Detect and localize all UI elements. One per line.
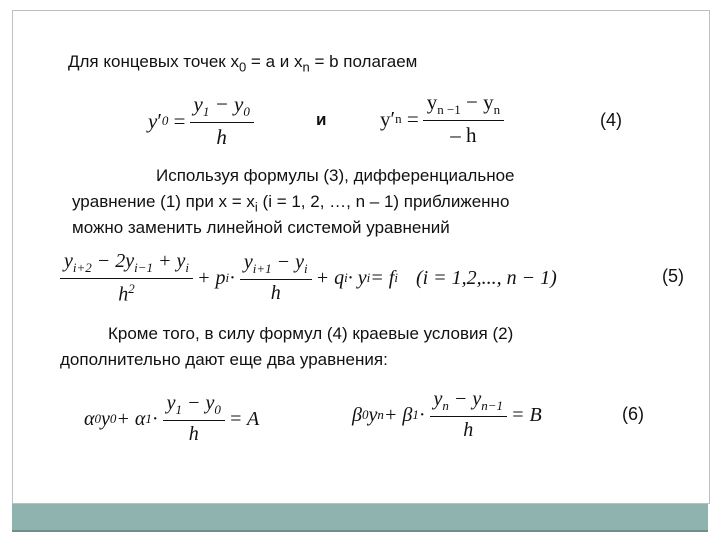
eq5-p: + p xyxy=(197,266,226,289)
para1-line2-post: (i = 1, 2, …, n – 1) приближенно xyxy=(257,192,510,211)
eq5-condition: (i = 1,2,..., n − 1) xyxy=(415,266,557,289)
eq5-b: − 2y xyxy=(91,250,135,272)
eq6-alpha-sub: 0 xyxy=(94,411,101,426)
num-a-sub: 1 xyxy=(202,104,210,120)
intro-subn: n xyxy=(302,59,310,75)
eq5-c-sub: i xyxy=(185,260,190,275)
equation-number-4: (4) xyxy=(600,110,622,130)
eq5-p-sub: i xyxy=(225,270,230,286)
equation-number-5: (5) xyxy=(662,266,684,286)
eq6-alpha: α xyxy=(84,407,95,430)
eq6-ma-sub: n xyxy=(442,398,449,413)
num-a: y xyxy=(193,92,203,116)
eq6-beta-sub: 0 xyxy=(361,407,369,422)
eq5-den1-sup: 2 xyxy=(128,281,135,296)
footer-bar xyxy=(12,504,708,532)
equals-sign: = xyxy=(168,108,186,133)
lhs-sub: 0 xyxy=(161,113,169,129)
lhs-y: y xyxy=(148,108,158,133)
eq6-plus-alpha: + α xyxy=(116,407,146,430)
eq6-beta1-sub: 1 xyxy=(412,407,419,422)
eq6-y0: y xyxy=(101,407,110,430)
para1-line2-sub: i xyxy=(254,199,258,215)
eq5-y-sub: i xyxy=(366,270,371,286)
formula-y0-prime xyxy=(148,92,258,150)
eq5-b-sub: i−1 xyxy=(134,260,154,275)
eq6-plus-beta: + β xyxy=(383,403,413,426)
eq5-c: + y xyxy=(153,250,186,272)
intro-sub0: 0 xyxy=(238,59,247,75)
lhs-prime: ′ xyxy=(157,108,162,133)
fraction6-1 xyxy=(163,392,225,446)
eq5-dot2: · y xyxy=(347,266,367,289)
fraction6-2 xyxy=(430,388,508,442)
eq6-alpha1-sub: 1 xyxy=(145,411,152,426)
num2-a: y xyxy=(426,90,438,114)
rhs-prime: ′ xyxy=(390,106,396,131)
eq6-ma: y xyxy=(433,388,443,410)
eq6-y0-sub: 0 xyxy=(109,411,117,426)
fraction-y0 xyxy=(190,92,254,150)
num-minus: − y xyxy=(209,92,244,116)
eq6-beta: β xyxy=(352,403,362,426)
eq6-dot2: · xyxy=(418,403,426,426)
eq6-nb: − y xyxy=(181,392,215,414)
para2-line1: Кроме того, в силу формул (4) краевые условия (2) xyxy=(108,324,514,343)
fraction5-2-denominator: h xyxy=(270,282,281,305)
eq5-q: + q xyxy=(315,266,345,289)
equals-sign-2: = xyxy=(401,106,419,131)
eq6-na-sub: 1 xyxy=(175,402,182,417)
num2-a-sub: n −1 xyxy=(437,102,461,118)
eq5-a: y xyxy=(64,250,73,272)
fraction6-2-denominator: h xyxy=(463,419,474,441)
rhs-y: y xyxy=(380,106,391,131)
eq5-n2a-sub: i+1 xyxy=(252,261,272,277)
rhs-sub: n xyxy=(395,111,402,127)
fraction5-1-denominator xyxy=(118,279,135,307)
para1-line2-pre: уравнение (1) при x = x xyxy=(72,192,255,211)
num2-b-sub: n xyxy=(493,102,501,118)
eq5-n2b: − y xyxy=(271,251,304,274)
fraction6-1-numerator xyxy=(163,392,225,421)
formula-6-right xyxy=(352,388,542,442)
eq6-mb: − y xyxy=(448,388,482,410)
fraction-denominator: h xyxy=(216,125,227,150)
num-b-sub: 0 xyxy=(243,104,250,120)
eq5-eq: = f xyxy=(370,266,395,289)
fraction6-1-denominator: h xyxy=(188,423,199,445)
formula-5 xyxy=(56,250,557,307)
fraction5-1 xyxy=(60,250,193,307)
fraction5-1-numerator xyxy=(60,250,193,279)
para1-line2 xyxy=(72,192,509,214)
eq5-f-sub: i xyxy=(394,270,398,286)
num2-minus: − y xyxy=(460,90,494,114)
formula-yn-prime xyxy=(380,90,508,148)
intro-suffix: = b полагаем xyxy=(309,52,418,71)
eq6-dot: · xyxy=(151,407,159,430)
equation-number-6: (6) xyxy=(622,404,644,424)
fraction5-2-numerator xyxy=(240,251,312,280)
eq5-den1: h xyxy=(118,283,129,306)
intro-mid: = a и x xyxy=(246,52,303,71)
eq5-n2a: y xyxy=(243,251,253,274)
fraction6-2-numerator xyxy=(430,388,508,417)
para1-line1: Используя формулы (3), дифференциальное xyxy=(156,166,515,185)
intro-line xyxy=(68,52,417,74)
fraction2-numerator xyxy=(423,90,504,121)
fraction-numerator xyxy=(190,92,254,123)
fraction5-2 xyxy=(240,251,312,305)
conjunction-and: и xyxy=(316,110,327,129)
formula-6-left xyxy=(84,392,259,446)
fraction2-denominator: – h xyxy=(450,123,477,148)
eq6-nb-sub: 0 xyxy=(214,402,221,417)
fraction-yn xyxy=(423,90,504,148)
para2-line2: дополнительно дают еще два уравнения: xyxy=(60,350,388,369)
eq6-eqA: = A xyxy=(228,407,260,430)
intro-prefix: Для концевых точек x xyxy=(68,52,239,71)
eq6-eqB: = B xyxy=(511,403,542,426)
eq6-yn-sub: n xyxy=(377,407,384,422)
eq5-a-sub: i+2 xyxy=(72,260,92,275)
eq6-mb-sub: n−1 xyxy=(481,398,504,413)
eq5-n2b-sub: i xyxy=(304,261,308,277)
eq5-q-sub: i xyxy=(344,270,348,286)
eq5-dot: · xyxy=(229,266,236,289)
para1-line3: можно заменить линейной системой уравнений xyxy=(72,218,450,237)
eq6-yn: y xyxy=(368,403,378,426)
eq6-na: y xyxy=(166,392,176,414)
